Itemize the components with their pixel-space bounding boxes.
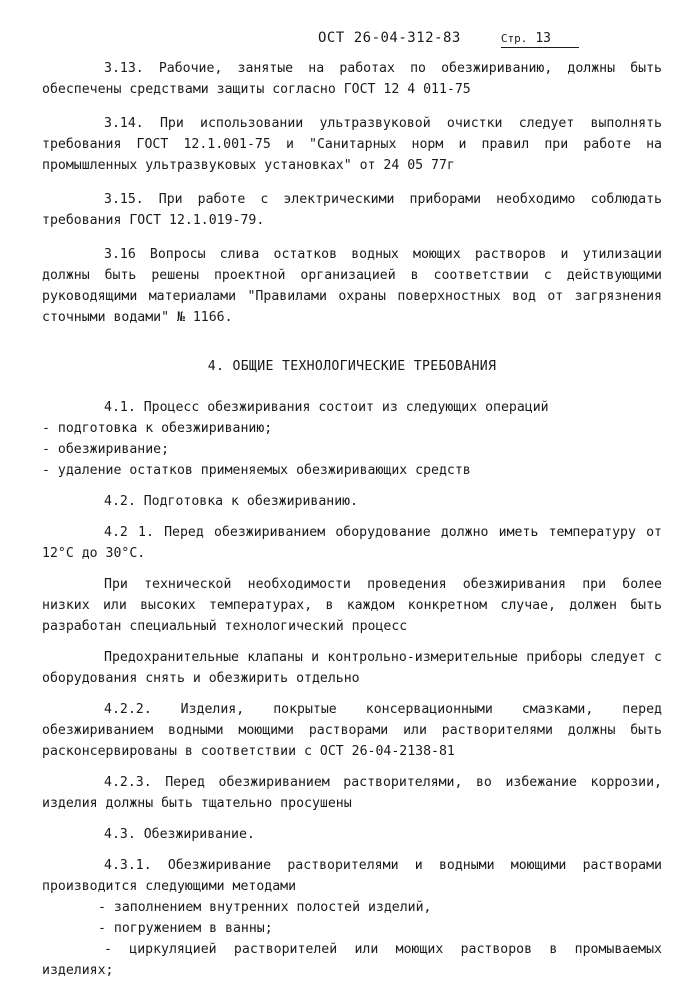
list-item: - подготовка к обезжириванию; [42, 421, 273, 436]
list-item: - циркуляцией растворителей или моющих растворов в промываемых изделиях; [42, 942, 662, 978]
clause-4-2-1: 4.2 1. Перед обезжириванием оборудование должно иметь температуру от 12°С до 30°С. [42, 525, 662, 561]
document-number: ОСТ 26-04-312-83 [318, 30, 461, 46]
list-item: - удаление остатков применяемых обезжиривающих средств [42, 463, 471, 478]
list-item: - заполнением внутренних полостей изделий, [98, 900, 432, 915]
list-item: - погружением в ванны; [98, 921, 273, 936]
document-body [42, 58, 662, 981]
clause-4-2: 4.2. Подготовка к обезжириванию. [104, 494, 359, 509]
clause-4-2-2: 4.2.2. Изделия, покрытые консервационными смазками, перед обезжириванием водными моющими растворами или растворителями должны быть расконсервированы в соответствии с ОСТ 26-04-2138-81 [42, 702, 662, 759]
clause-3-15: 3.15. При работе с электрическими приборами необходимо соблюдать требования ГОСТ 12.1.019-79. [42, 192, 662, 228]
clause-3-14: 3.14. При использовании ультразвуковой очистки следует выполнять требования ГОСТ 12.1.001-75 и "Санитарных норм и правил при работе на промышленных ультразвуковых установках" от 24 05 77г [42, 116, 662, 173]
clause-4-1: 4.1. Процесс обезжиривания состоит из следующих операций [104, 400, 549, 415]
paragraph-low-temp: При технической необходимости проведения обезжиривания при более низких или высоких температурах, в каждом конкретном случае, должен быть разработан специальный технологический процесс [42, 577, 662, 634]
clause-4-3: 4.3. Обезжиривание. [104, 827, 255, 842]
section-heading-4: 4. ОБЩИЕ ТЕХНОЛОГИЧЕСКИЕ ТРЕБОВАНИЯ [207, 359, 497, 374]
clause-3-13: 3.13. Рабочие, занятые на работах по обезжириванию, должны быть обеспечены средствами защиты согласно ГОСТ 12 4 011-75 [42, 61, 662, 97]
page-number-box [501, 31, 579, 48]
page-label: Стр. [500, 32, 528, 45]
page-number: 13 [535, 31, 552, 46]
paragraph-valves: Предохранительные клапаны и контрольно-измерительные приборы следует с оборудования снять и обезжирить отдельно [42, 650, 662, 686]
clause-3-16: 3.16 Вопросы слива остатков водных моющих растворов и утилизации должны быть решены проектной организацией в соответствии с действующими руководящими материалами "Правилами охраны поверхностных вод от загрязнения сточными водами" № 1166. [42, 247, 662, 325]
clause-4-2-3: 4.2.3. Перед обезжириванием растворителями, во избежание коррозии, изделия должны быть тщательно просушены [42, 775, 662, 811]
clause-4-3-1: 4.3.1. Обезжиривание растворителями и водными моющими растворами производится следующими методами [42, 858, 662, 894]
page-header [318, 30, 579, 48]
list-item: - обезжиривание; [42, 442, 170, 457]
